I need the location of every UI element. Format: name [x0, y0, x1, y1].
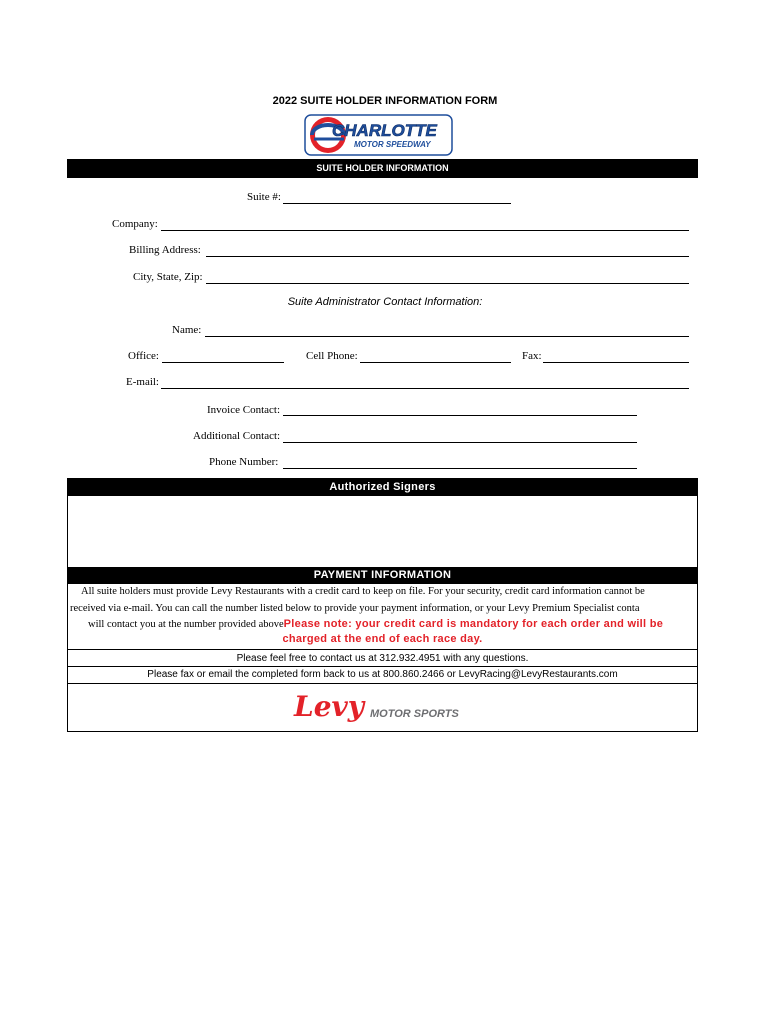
cell-phone-field[interactable] [360, 362, 511, 363]
fax-label: Fax: [522, 350, 542, 362]
additional-contact-label: Additional Contact: [193, 430, 281, 442]
office-label: Office: [128, 350, 159, 362]
logo-brand-text: CHARLOTTE [332, 121, 437, 140]
levy-motor-sports-logo [292, 688, 472, 728]
divider [67, 683, 698, 684]
city-state-zip-field[interactable] [206, 283, 689, 284]
phone-number-field[interactable] [283, 468, 637, 469]
invoice-contact-field[interactable] [283, 415, 637, 416]
payment-note-continued: charged at the end of each race day. [282, 633, 483, 645]
contact-line1: Please feel free to contact us at 312.932.4951 with any questions. [236, 653, 529, 664]
charlotte-motor-speedway-logo [304, 113, 454, 157]
suite-field[interactable] [283, 203, 511, 204]
company-label: Company: [112, 218, 158, 230]
levy-script-text: Levy [294, 690, 365, 723]
cell-phone-label: Cell Phone: [306, 350, 358, 362]
authorized-signers-area[interactable] [68, 497, 697, 566]
authorized-signers-header: Authorized Signers [67, 478, 698, 496]
email-field[interactable] [161, 388, 689, 389]
payment-info-header: PAYMENT INFORMATION [67, 567, 698, 584]
phone-number-label: Phone Number: [209, 456, 279, 468]
billing-address-label: Billing Address: [129, 244, 201, 256]
billing-address-field[interactable] [206, 256, 689, 257]
fax-field[interactable] [543, 362, 689, 363]
office-field[interactable] [162, 362, 284, 363]
payment-text-line1: All suite holders must provide Levy Restaurants with a credit card to keep on file. For your security, credit card information cannot be [81, 586, 645, 597]
name-label: Name: [172, 324, 202, 336]
payment-note: Please note: your credit card is mandatory for each order and will be [283, 618, 664, 630]
form-title: 2022 SUITE HOLDER INFORMATION FORM [272, 95, 498, 107]
contact-info-heading: Suite Administrator Contact Information: [287, 296, 483, 308]
payment-text-line3: will contact you at the number provided above [88, 619, 284, 630]
logo-subtitle-text: MOTOR SPEEDWAY [354, 140, 431, 149]
levy-tag-text: MOTOR SPORTS [370, 708, 459, 720]
additional-contact-field[interactable] [283, 442, 637, 443]
contact-line2: Please fax or email the completed form back to us at 800.860.2466 or LevyRacing@LevyRestaurants.com [147, 669, 618, 680]
email-label: E-mail: [126, 376, 159, 388]
payment-text-line2: received via e-mail. You can call the number listed below to provide your payment information, or your Levy Premium Specialist conta [70, 603, 640, 614]
invoice-contact-label: Invoice Contact: [207, 404, 281, 416]
divider [67, 649, 698, 650]
divider [67, 666, 698, 667]
name-field[interactable] [205, 336, 689, 337]
suite-label: Suite #: [247, 191, 281, 203]
company-field[interactable] [161, 230, 689, 231]
suite-holder-section-header: SUITE HOLDER INFORMATION [67, 159, 698, 178]
city-state-zip-label: City, State, Zip: [133, 271, 203, 283]
